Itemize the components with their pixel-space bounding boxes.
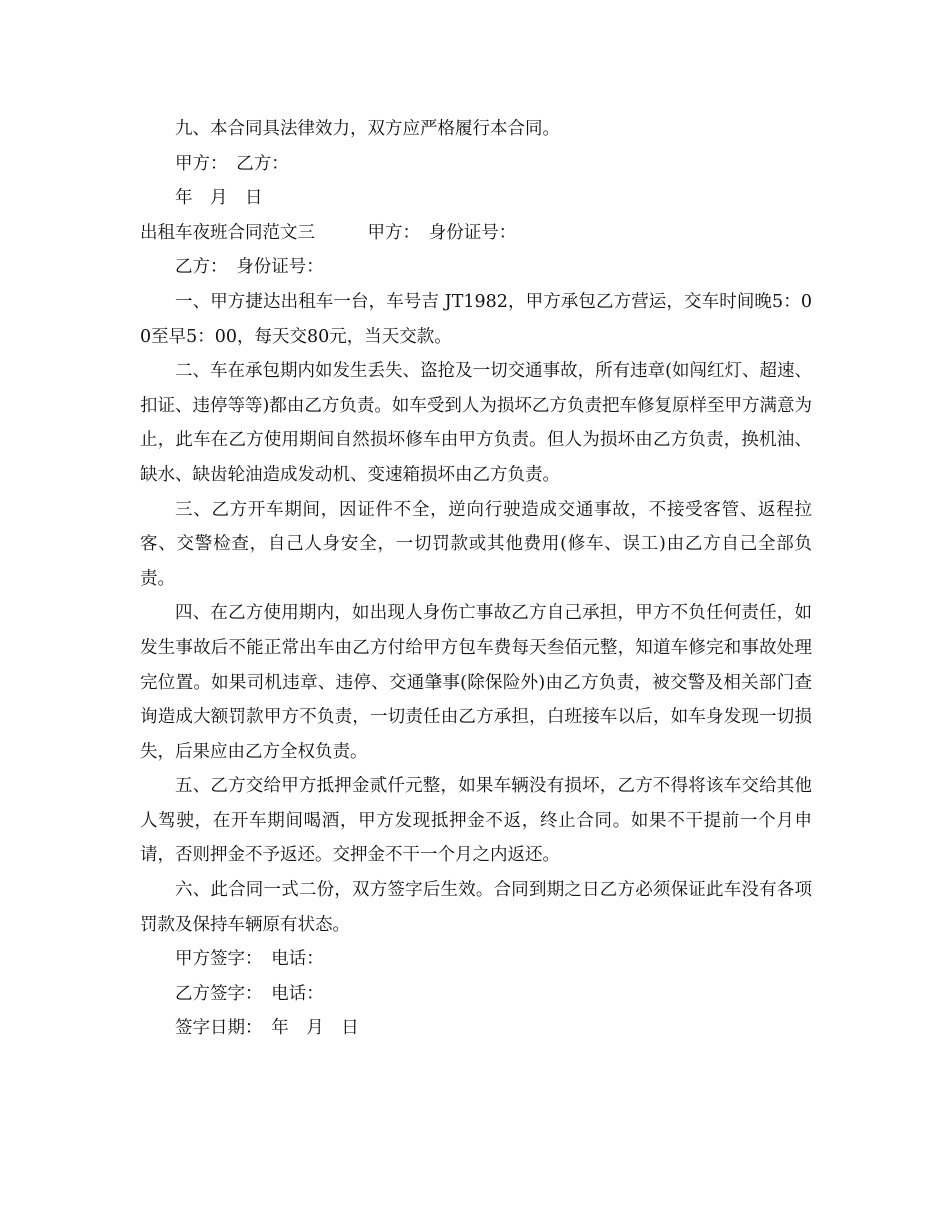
clause-six: 六、此合同一式二份，双方签字后生效。合同到期之日乙方必须保证此车没有各项罚款及保持车辆原有状态。	[140, 880, 812, 935]
clause-three: 三、乙方开车期间，因证件不全，逆向行驶造成交通事故，不接受客管、返程拉客、交警检查，自己人身安全，一切罚款或其他费用(修车、误工)由乙方自己全部负责。	[140, 499, 812, 589]
signature-date-line: 签字日期： 年 月 日	[175, 1018, 359, 1039]
contract-title-line: 出租车夜班合同范文三 甲方： 身份证号：	[140, 222, 517, 243]
party-b-id-line: 乙方： 身份证号：	[175, 257, 324, 278]
party-labels: 甲方： 乙方：	[175, 153, 289, 174]
party-b-signature-line: 乙方签字： 电话：	[175, 983, 324, 1004]
clause-two: 二、车在承包期内如发生丢失、盗抢及一切交通事故，所有违章(如闯红灯、超速、扣证、违停等等)都由乙方负责。如车受到人为损坏乙方负责把车修复原样至甲方满意为止，此车在乙方使用期间自然损坏修车由甲方负责。但人为损坏由乙方负责，换机油、缺水、缺齿轮油造成发动机、变速箱损坏由乙方负责。	[140, 361, 812, 485]
clause-nine: 九、本合同具法律效力，双方应严格履行本合同。	[175, 119, 560, 139]
clause-four: 四、在乙方使用期内，如出现人身伤亡事故乙方自己承担，甲方不负任何责任，如发生事故后不能正常出车由乙方付给甲方包车费每天叁佰元整，知道车修完和事故处理完位置。如果司机违章、违停、交通肇事(除保险外)由乙方负责，被交警及相关部门查询造成大额罚款甲方不负责，一切责任由乙方承担，白班接车以后，如车身发现一切损失，后果应由乙方全权负责。	[140, 603, 812, 762]
date-line: 年 月 日	[175, 188, 263, 209]
party-a-signature-line: 甲方签字： 电话：	[175, 949, 324, 970]
clause-one: 一、甲方捷达出租车一台，车号吉 JT1982，甲方承包乙方营运，交车时间晚5：00至早5：00，每天交80元，当天交款。	[140, 291, 812, 347]
clause-five: 五、乙方交给甲方抵押金贰仟元整，如果车辆没有损坏，乙方不得将该车交给其他人驾驶，在开车期间喝酒，甲方发现抵押金不返，终止合同。如果不干提前一个月申请，否则押金不予返还。交押金不干一个月之内返还。	[140, 776, 812, 866]
document-body	[140, 112, 812, 1046]
